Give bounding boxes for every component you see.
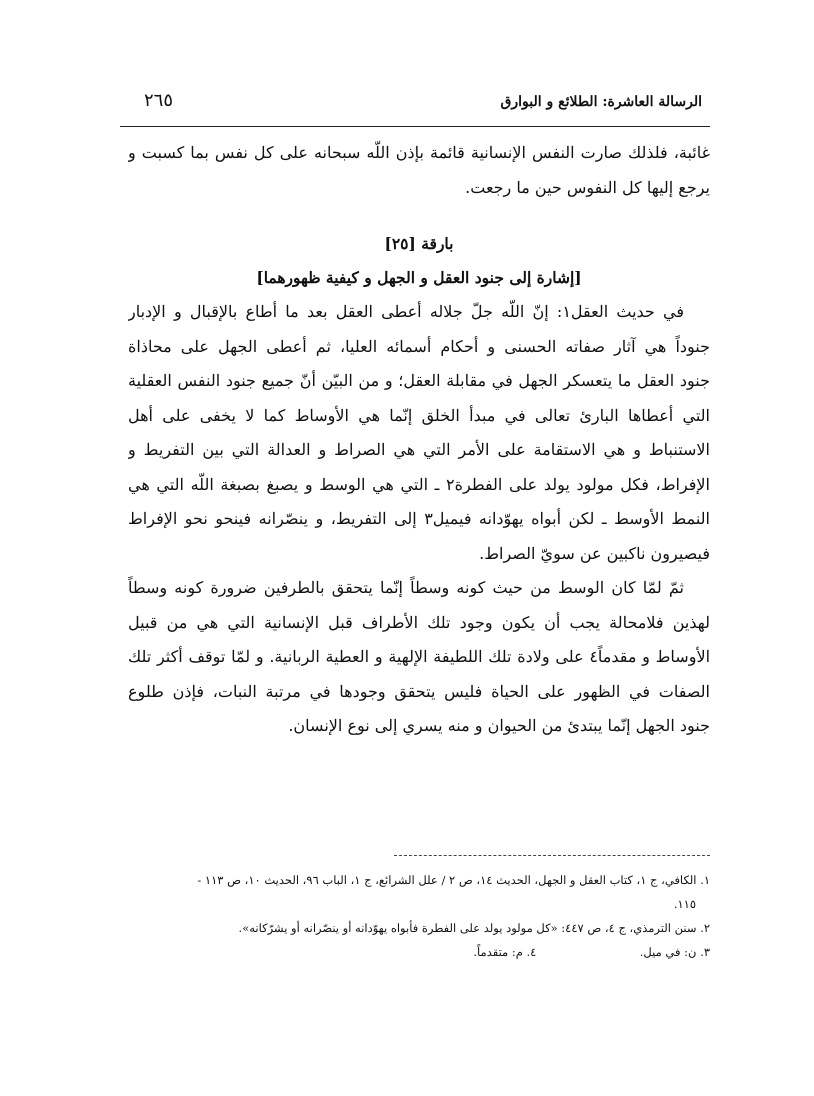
paragraph-line: الإفراط، فكل مولود يولد على الفطرة٢ ـ التي هي الوسط و يصبغ بصبغة اللّه التي هي [128,474,710,494]
footnote-1-continuation: ١١٥. [673,897,696,911]
spacer [128,205,710,227]
footnote-2: ٢. سنن الترمذي، ج ٤، ص ٤٤٧: «كل مولود يولد على الفطرة فأبواه يهوّدانه أو ينصّرانه أو يشرّكانه». [238,921,710,935]
paragraph-line: ثمّ لمّا كان الوسط من حيث كونه وسطاً إنّما يتحقق بالطرفين ضرورة كونه وسطاً [128,578,684,597]
paragraph-line: جنود العقل ما يتعسكر الجهل في مقابلة العقل؛ و من البيّن أنّ جميع جنود النفس العقلية [128,371,710,390]
section-number: بارقة [٢٥] [384,234,454,253]
footnote-1: ١. الكافي، ج ١، كتاب العقل و الجهل، الحديث ١٤، ص ٢ / علل الشرائع، ج ١، الباب ٩٦، الحديث ١٠، ص ١١٣ - [197,873,710,887]
footnote-3: ٣. ن: في ميل. [639,945,710,959]
paragraph-line: التي أعطاها البارئ تعالى في مبدأ الخلق إنّما هي الأوساط كما لا يخفى على أهل [128,405,710,425]
running-title: الرسالة العاشرة: الطلائع و البوارق [500,94,702,110]
page-number: ٢٦٥ [144,90,174,111]
body-text [128,136,710,744]
page-header [120,88,710,118]
paragraph-line: جنوداً هي آثار صفاته الحسنى و أحكام أسمائه العليا، ثم أعطى الجهل على محاذاة [128,336,710,356]
body-line: غائبة، فلذلك صارت النفس الإنسانية قائمة بإذن اللّه سبحانه على كل نفس بما كسبت و [128,143,710,162]
paragraph-line: فيصيرون ناكبين عن سويّ الصراط. [479,543,710,563]
footnote-separator [394,855,710,856]
footnotes [100,868,710,964]
paragraph-line: الصفات في الظهور على الحياة فليس يتحقق وجودها في مرتبة النبات، فإذن طلوع [128,681,710,701]
paragraph-line: لهذين فلامحالة يجب أن يكون وجود تلك الأطراف قبل الإنسانية التي هي من قبيل [128,612,710,632]
body-line: يرجع إليها كل النفوس حين ما رجعت. [465,177,710,197]
paragraph-line: في حديث العقل١: إنّ اللّه جلّ جلاله أعطى العقل بعد ما أطاع بالإقبال و الإدبار [128,302,685,321]
paragraph-line: جنود الجهل إنّما يبتدئ من الحيوان و منه يسري إلى نوع الإنسان. [288,716,710,735]
footnotes-3-4 [100,940,710,964]
header-rule [120,126,710,127]
paragraph-line: النمط الأوسط ـ لكن أبواه يهوّدانه فيميل٣ إلى التفريط، و ينصّرانه فينحو نحو الإفراط [128,509,710,528]
paragraph-line: الأوساط و مقدماً٤ على ولادة تلك اللطيفة الإلهية و العطية الربانية. و لمّا توقف أكثر تلك [128,647,710,666]
footnote-4: ٤. م: متقدماً. [473,945,537,959]
paragraph-line: الاستنباط و هي الاستقامة على الأمر التي هي الصراط و العدالة التي بين التفريط و [128,440,710,459]
section-title: [إشارة إلى جنود العقل و الجهل و كيفية ظهورهما] [256,268,582,287]
